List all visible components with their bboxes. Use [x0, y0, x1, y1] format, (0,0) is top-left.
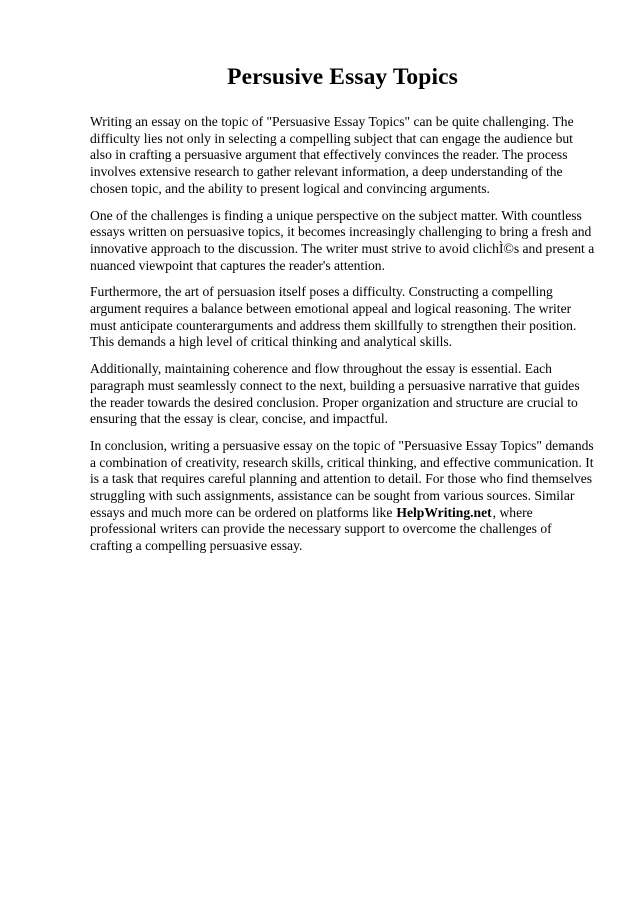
- paragraph-intro: Writing an essay on the topic of "Persuasive Essay Topics" can be quite challenging. The difficulty lies not only in selecting a compelling subject that can engage the audience but also in crafting a persuasive argument that effectively convinces the reader. The process involves extensive research to gather relevant information, a deep understanding of the chosen topic, and the ability to present logical and convincing arguments.: [90, 114, 574, 196]
- paragraph-coherence: Additionally, maintaining coherence and flow throughout the essay is essential. Each paragraph must seamlessly connect to the next, building a persuasive narrative that guides the reader towards the desired conclusion. Proper organization and structure are crucial to ensuring that the essay is clear, concise, and impactful.: [90, 361, 580, 427]
- paragraph-conclusion: [90, 438, 595, 555]
- conclusion-text-before-link: In conclusion, writing a persuasive essay on the topic of "Persuasive Essay Topics" demands a combination of creativity, research skills, critical thinking, and effective communication. It is a task that requires careful planning and attention to detail. For those who find themselves struggling with such assignments, assistance can be sought from various sources. Similar essays and much more can be ordered on platforms like: [90, 437, 594, 520]
- paragraph-persuasion: Furthermore, the art of persuasion itself poses a difficulty. Constructing a compelling argument requires a balance between emotional appeal and logical reasoning. The writer must anticipate counterarguments and address them skillfully to strengthen their position. This demands a high level of critical thinking and analytical skills.: [90, 284, 577, 350]
- document-title: Persusive Essay Topics: [227, 64, 458, 90]
- conclusion-text-after-link: , where professional writers can provide the necessary support to overcome the challenges of crafting a compelling persuasive essay.: [90, 504, 552, 554]
- document-page: [90, 62, 595, 565]
- paragraph-challenges: One of the challenges is finding a unique perspective on the subject matter. With countless essays written on persuasive topics, it becomes increasingly challenging to bring a fresh and innovative approach to the discussion. The writer must strive to avoid clichÌ©s and present a nuanced viewpoint that captures the reader's attention.: [90, 207, 595, 273]
- helpwriting-link[interactable]: HelpWriting.net: [396, 504, 492, 520]
